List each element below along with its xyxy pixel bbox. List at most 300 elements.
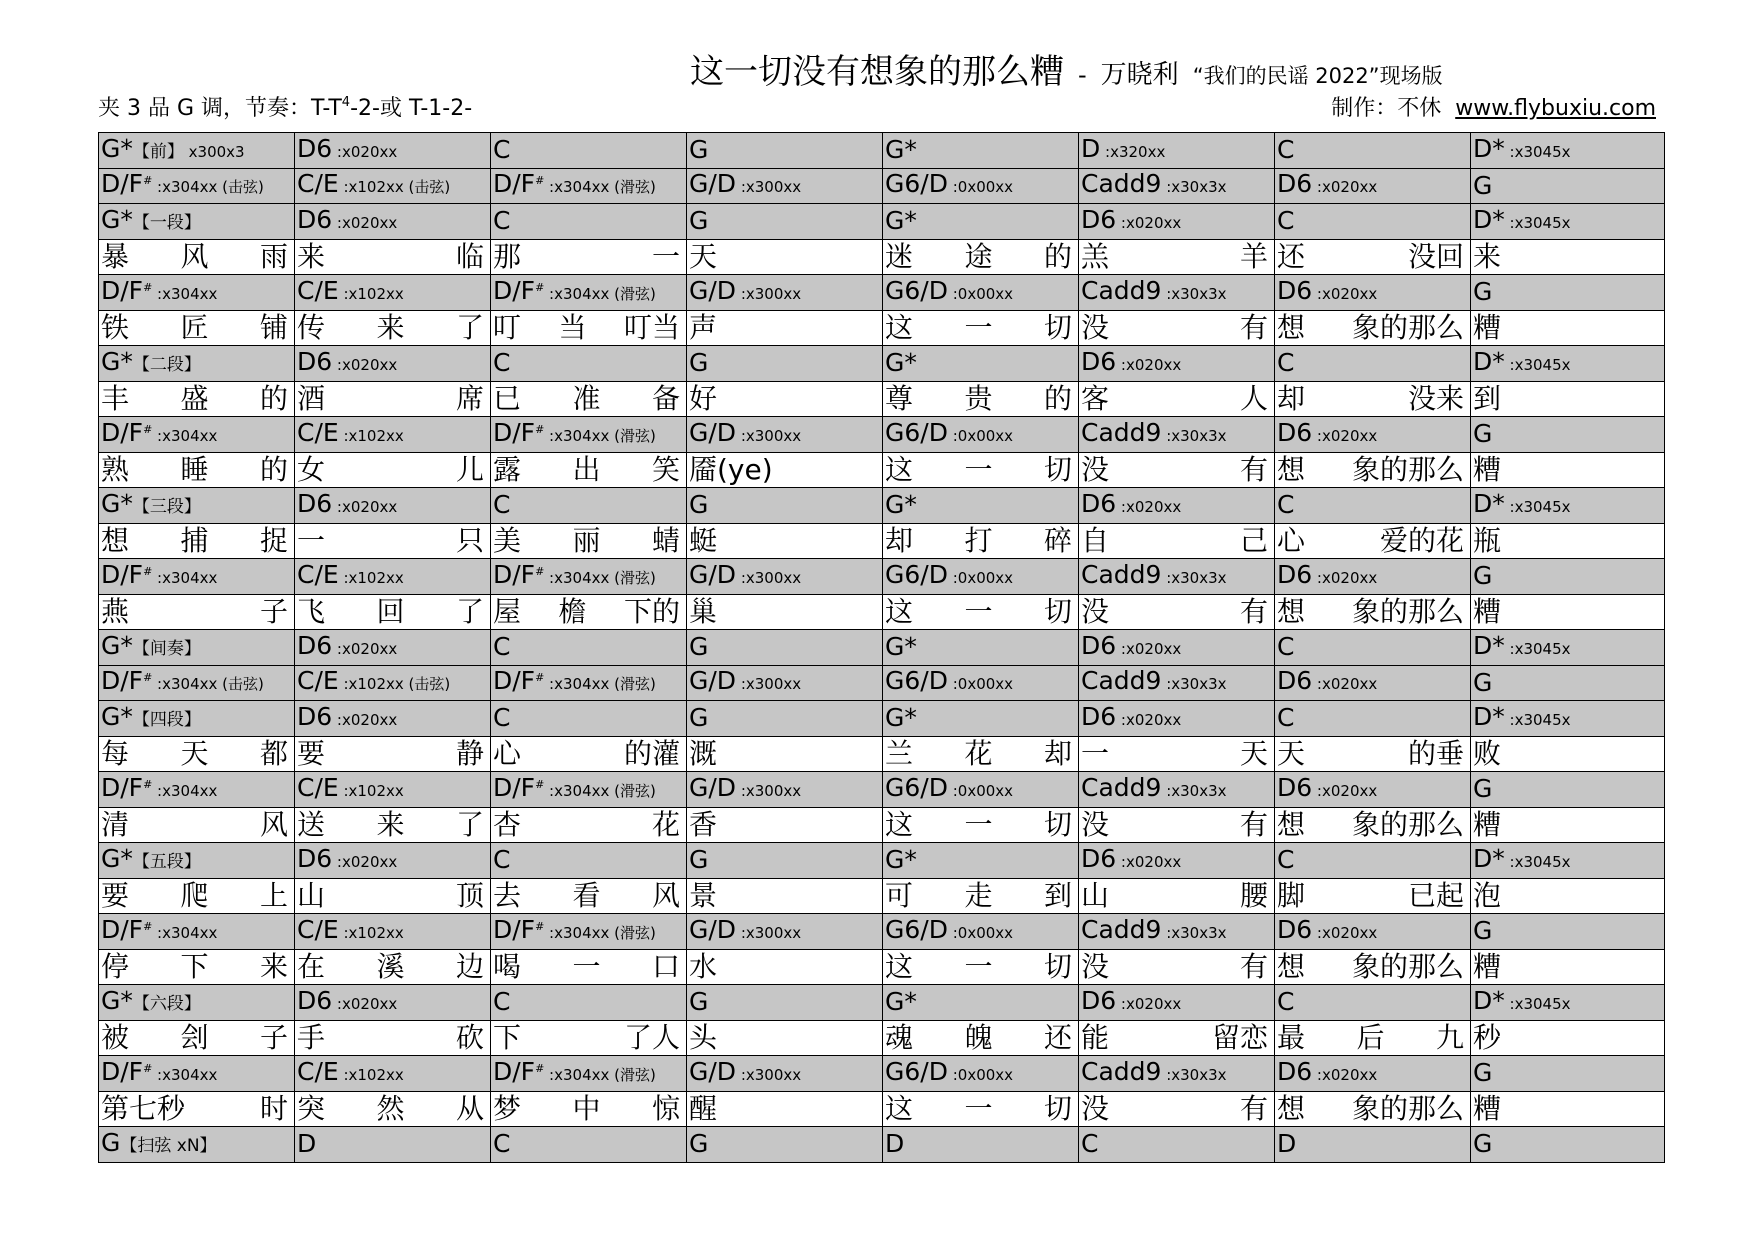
lyric-cell (99, 381, 295, 417)
artist-name: 万晓利 (1100, 60, 1179, 90)
lyric-syllables (297, 524, 490, 558)
chord-shape: :x3045x (1504, 497, 1571, 516)
lyric-syllable: 有 (1239, 807, 1268, 841)
lyric-row (99, 523, 1665, 559)
chord-shape: :x304xx (滑弦) (544, 568, 656, 587)
chord-name: D* (1473, 346, 1505, 376)
chord-cell (1275, 346, 1471, 382)
lyric-syllables (885, 737, 1078, 771)
lyric-syllable: 去 (493, 878, 522, 912)
lyric-syllable: 的 (259, 381, 288, 415)
chord-name: C (493, 1129, 511, 1159)
lyric-syllables (101, 737, 294, 771)
chord-shape: :x304xx (152, 781, 218, 800)
chord-cell (883, 1127, 1079, 1163)
chord-shape: :x304xx (滑弦) (544, 284, 656, 303)
chord-name: G (689, 490, 709, 520)
chord-cell (1471, 488, 1665, 524)
lyric-syllable: 停 (101, 949, 130, 983)
lyric-cell (1275, 878, 1471, 914)
chord-name: D* (1473, 204, 1505, 234)
chord-cell (491, 275, 687, 311)
chord-name: D6 (297, 630, 333, 660)
lyric-cell (883, 239, 1079, 275)
chord-shape: :x020xx (1116, 994, 1182, 1013)
lyric-cell (883, 594, 1079, 630)
chord-cell (99, 772, 295, 808)
chord-shape: :x020xx (332, 355, 398, 374)
lyric-syllables (885, 311, 1078, 345)
lyric-syllables (297, 240, 490, 274)
lyric-syllable: 了 (455, 807, 484, 841)
lyric-syllables (1473, 453, 1664, 487)
chord-cell (491, 630, 687, 666)
lyric-syllable: 回 (376, 594, 405, 628)
lyric-syllable: 当 (558, 310, 587, 344)
chord-name: C/E (297, 772, 339, 802)
lyric-syllable: 丽 (572, 523, 601, 557)
chord-name: D* (1473, 985, 1505, 1015)
chord-cell (1471, 204, 1665, 240)
chord-row (99, 985, 1665, 1021)
chord-cell (1079, 275, 1275, 311)
chord-cell (1079, 204, 1275, 240)
lyric-syllables (101, 1092, 294, 1126)
lyric-syllables (1473, 737, 1664, 771)
chord-name: G (1473, 916, 1493, 946)
chord-name: D6 (1277, 559, 1313, 589)
lyric-cell (1275, 1020, 1471, 1056)
lyric-syllable: 切 (1043, 594, 1072, 628)
chord-cell (1275, 1127, 1471, 1163)
lyric-syllable: 一 (964, 452, 993, 486)
chord-cell (687, 417, 883, 453)
chord-shape: :0x00xx (947, 284, 1014, 303)
lyric-cell (883, 452, 1079, 488)
chord-cell (1471, 346, 1665, 382)
chord-name: G6/D (885, 559, 948, 589)
lyric-syllable: 象的那么 (1351, 807, 1464, 841)
lyric-cell (99, 594, 295, 630)
chord-row (99, 168, 1665, 204)
chord-shape: :x304xx (击弦) (152, 675, 264, 694)
section-marker: 【三段】 (132, 496, 201, 517)
chord-name: D/F (493, 169, 536, 199)
lyric-syllable: 刽 (180, 1020, 209, 1054)
lyric-syllables (297, 311, 490, 345)
chord-cell (491, 168, 687, 204)
sharp-mark (535, 919, 545, 942)
lyric-syllable: 静 (455, 736, 484, 770)
chord-shape: :x020xx (332, 213, 398, 232)
chord-row (99, 133, 1665, 169)
chord-shape: :x020xx (1312, 178, 1378, 197)
lyric-syllable: 花 (964, 736, 993, 770)
lyric-cell (1471, 949, 1665, 985)
chord-name: Cadd9 (1081, 772, 1162, 802)
chord-name: D6 (1277, 914, 1313, 944)
lyric-syllable: 瓶 (1473, 523, 1502, 557)
lyric-cell (295, 807, 491, 843)
sharp-mark (143, 422, 153, 445)
chord-shape: :x304xx (滑弦) (544, 675, 656, 694)
chord-name: D/F (101, 772, 144, 802)
lyric-syllable: 从 (455, 1091, 484, 1125)
lyric-syllable: 到 (1043, 878, 1072, 912)
lyric-syllable: 想 (1277, 594, 1306, 628)
lyric-syllables (1081, 524, 1274, 558)
chord-cell (295, 488, 491, 524)
chord-name: G6/D (885, 666, 948, 696)
chord-cell (883, 168, 1079, 204)
lyric-syllables (1081, 808, 1274, 842)
lyric-syllable: 风 (180, 239, 209, 273)
chord-name: C (493, 987, 511, 1017)
lyric-cell (883, 523, 1079, 559)
chord-cell (1471, 665, 1665, 701)
chord-name: G/D (689, 559, 737, 589)
chord-cell (1079, 665, 1275, 701)
lyric-cell (295, 1091, 491, 1127)
chord-shape: :x020xx (1312, 781, 1378, 800)
lyric-syllables (689, 524, 882, 558)
chord-shape: x300x3 (183, 142, 245, 161)
lyric-syllable: 这 (885, 452, 914, 486)
lyric-syllable: 顶 (455, 878, 484, 912)
lyric-syllable: 可 (885, 878, 914, 912)
lyric-syllable: 有 (1239, 594, 1268, 628)
version-note: “我们的民谣 2022”现场版 (1192, 64, 1443, 88)
lyric-syllable: 贵 (964, 381, 993, 415)
lyric-cell (1471, 736, 1665, 772)
lyric-syllables (101, 382, 294, 416)
chord-name: G* (101, 985, 133, 1015)
chord-cell (491, 204, 687, 240)
lyric-cell (99, 452, 295, 488)
chord-name: Cadd9 (1081, 666, 1162, 696)
chord-shape: :x3045x (1504, 710, 1571, 729)
chord-cell (687, 346, 883, 382)
lyric-cell (687, 381, 883, 417)
chord-name: C (1277, 135, 1295, 165)
chord-row (99, 665, 1665, 701)
lyric-cell (687, 949, 883, 985)
chord-cell (491, 1127, 687, 1163)
lyric-syllable: 一 (964, 1091, 993, 1125)
chord-name: G6/D (885, 1056, 948, 1086)
section-marker: 【四段】 (132, 709, 201, 730)
chord-name: D6 (297, 346, 333, 376)
chord-name: D6 (1081, 488, 1117, 518)
lyric-syllable: 的垂 (1407, 736, 1464, 770)
lyric-syllable: 杏 (493, 807, 522, 841)
chord-name: G* (101, 133, 133, 163)
chord-cell (687, 985, 883, 1021)
lyric-syllables (297, 453, 490, 487)
lyric-syllable: 没 (1081, 807, 1110, 841)
lyric-syllable: 想 (101, 523, 130, 557)
lyric-syllable: 象的那么 (1351, 310, 1464, 344)
chord-name: D/F (493, 1056, 536, 1086)
chord-shape: :x300xx (736, 426, 802, 445)
chord-name: C/E (297, 169, 339, 199)
lyric-cell (1275, 594, 1471, 630)
lyric-cell (687, 736, 883, 772)
chord-name: G/D (689, 914, 737, 944)
chord-cell (883, 417, 1079, 453)
chord-name: D6 (297, 204, 333, 234)
lyric-syllable: 切 (1043, 310, 1072, 344)
chord-shape: :x300xx (736, 923, 802, 942)
chord-cell (1471, 914, 1665, 950)
chord-cell (491, 1056, 687, 1092)
chord-cell (883, 488, 1079, 524)
lyric-syllable: 时 (259, 1091, 288, 1125)
chord-name: G* (101, 204, 133, 234)
lyric-syllables (1081, 737, 1274, 771)
lyric-syllables (885, 524, 1078, 558)
lyric-cell (883, 878, 1079, 914)
lyric-syllable: 的 (259, 452, 288, 486)
chord-name: C (493, 348, 511, 378)
lyric-syllable: 兰 (885, 736, 914, 770)
chord-shape: :x304xx (152, 568, 218, 587)
lyric-cell (883, 381, 1079, 417)
lyric-syllable: 泡 (1473, 878, 1502, 912)
chord-name: D* (1473, 133, 1505, 163)
title-separator: - (1078, 61, 1087, 89)
chord-cell (295, 665, 491, 701)
chord-cell (1275, 701, 1471, 737)
sharp-symbol: # (535, 919, 545, 933)
chord-cell (491, 346, 687, 382)
lyric-cell (1471, 310, 1665, 346)
section-marker: 【六段】 (132, 993, 201, 1014)
lyric-syllables (297, 950, 490, 984)
lyric-cell (1471, 807, 1665, 843)
lyric-syllables (1277, 808, 1470, 842)
chord-cell (491, 665, 687, 701)
lyric-row (99, 878, 1665, 914)
chord-shape: :0x00xx (947, 675, 1014, 694)
lyric-syllables (101, 524, 294, 558)
lyric-syllables (297, 879, 490, 913)
lyric-syllable: 睡 (180, 452, 209, 486)
song-title: 这一切没有想象的那么糟 (690, 52, 1064, 92)
chord-cell (295, 985, 491, 1021)
lyric-cell (1079, 736, 1275, 772)
lyric-row (99, 949, 1665, 985)
chord-name: C (493, 632, 511, 662)
chord-name: G (1473, 419, 1493, 449)
lyric-syllable: 糟 (1473, 1091, 1502, 1125)
lyric-syllables (493, 453, 686, 487)
chord-name: D (1277, 1129, 1297, 1159)
lyric-syllables (1081, 453, 1274, 487)
lyric-cell (99, 310, 295, 346)
chord-shape: :x30x3x (1161, 568, 1227, 587)
chord-cell (687, 843, 883, 879)
section-marker: 【前】 (132, 141, 184, 162)
chord-name: D/F (101, 559, 144, 589)
chord-cell (1079, 168, 1275, 204)
chord-name: G (101, 1127, 121, 1157)
lyric-syllable: 突 (297, 1091, 326, 1125)
chord-name: D/F (493, 559, 536, 589)
chord-name: D/F (101, 914, 144, 944)
lyric-syllable: 送 (297, 807, 326, 841)
lyric-cell (687, 878, 883, 914)
lyric-syllable: 己 (1239, 523, 1268, 557)
chord-cell (883, 843, 1079, 879)
chord-name: G6/D (885, 169, 948, 199)
chord-name: D6 (297, 701, 333, 731)
chord-name: G* (885, 703, 917, 733)
lyric-cell (1275, 310, 1471, 346)
chord-name: C (493, 135, 511, 165)
chord-shape: :x30x3x (1161, 1065, 1227, 1084)
lyric-cell (295, 594, 491, 630)
section-marker: 【一段】 (132, 212, 201, 233)
lyric-cell (1275, 949, 1471, 985)
lyric-syllable: 中 (572, 1091, 601, 1125)
lyric-syllables (689, 950, 882, 984)
chord-cell (883, 1056, 1079, 1092)
lyric-cell (1079, 1020, 1275, 1056)
lyric-syllables (493, 524, 686, 558)
lyric-syllable: 在 (297, 949, 326, 983)
lyric-syllable: 糟 (1473, 310, 1502, 344)
lyric-syllable: 羊 (1239, 239, 1268, 273)
chord-cell (883, 630, 1079, 666)
sharp-symbol: # (535, 1061, 545, 1075)
chord-shape: :x3045x (1504, 994, 1571, 1013)
lyric-syllable: 女 (297, 452, 326, 486)
lyric-cell (1275, 1091, 1471, 1127)
chord-row (99, 204, 1665, 240)
chord-cell (1275, 630, 1471, 666)
chord-cell (1471, 701, 1665, 737)
lyric-syllables (1277, 524, 1470, 558)
lyric-syllable: 溉 (689, 736, 718, 770)
chord-name: D6 (1277, 666, 1313, 696)
lyric-row (99, 381, 1665, 417)
chord-cell (1471, 168, 1665, 204)
chord-cell (295, 630, 491, 666)
lyric-syllable: 天 (1239, 736, 1268, 770)
chord-name: D6 (1277, 772, 1313, 802)
lyric-syllables (885, 240, 1078, 274)
lyric-syllables (493, 1092, 686, 1126)
lyric-syllables (1081, 311, 1274, 345)
lyric-cell (1079, 878, 1275, 914)
lyric-syllable: 屋 (493, 594, 522, 628)
chord-name: D* (1473, 701, 1505, 731)
lyric-syllables (885, 808, 1078, 842)
lyric-syllable: 客 (1081, 381, 1110, 415)
lyric-syllable: 秒 (1473, 1020, 1502, 1054)
chord-cell (1275, 488, 1471, 524)
chord-shape: :x020xx (1116, 852, 1182, 871)
chord-name: G (1473, 561, 1493, 591)
chord-cell (295, 133, 491, 169)
chord-cell (1275, 417, 1471, 453)
lyric-syllable: 一 (964, 310, 993, 344)
lyric-syllable: 自 (1081, 523, 1110, 557)
lyric-syllable: 九 (1435, 1020, 1464, 1054)
lyric-syllable: 却 (1277, 381, 1306, 415)
lyric-cell (1471, 878, 1665, 914)
chord-name: D6 (1081, 843, 1117, 873)
chord-shape: :x30x3x (1161, 284, 1227, 303)
lyric-syllable: 风 (259, 807, 288, 841)
lyric-cell (687, 452, 883, 488)
lyric-syllables (297, 1021, 490, 1055)
lyric-row (99, 594, 1665, 630)
lyric-syllables (493, 382, 686, 416)
chord-name: D6 (1277, 417, 1313, 447)
chord-shape: :x020xx (1312, 1065, 1378, 1084)
lyric-cell (1275, 239, 1471, 275)
lyric-syllables (101, 595, 294, 629)
lyric-syllable: 魄 (964, 1020, 993, 1054)
chord-name: Cadd9 (1081, 275, 1162, 305)
lyric-syllable: 天 (180, 736, 209, 770)
chord-cell (295, 772, 491, 808)
chord-name: C (1277, 703, 1295, 733)
chord-name: G* (101, 701, 133, 731)
lyric-syllable: 下的 (623, 594, 680, 628)
chord-cell (1275, 168, 1471, 204)
chord-name: D6 (297, 133, 333, 163)
chord-name: G* (885, 206, 917, 236)
chord-shape: :x102xx (338, 426, 404, 445)
chord-shape: :x30x3x (1161, 426, 1227, 445)
chord-name: C/E (297, 275, 339, 305)
website-link[interactable]: www.flybuxiu.com (1455, 96, 1656, 121)
chord-name: C (1277, 348, 1295, 378)
lyric-syllable: 切 (1043, 949, 1072, 983)
chord-name: G (689, 348, 709, 378)
chord-row (99, 1127, 1665, 1163)
chord-name: G/D (689, 1056, 737, 1086)
lyric-syllable: 天 (1277, 736, 1306, 770)
lyric-syllables (885, 1021, 1078, 1055)
chord-name: G* (101, 630, 133, 660)
lyric-syllable: 切 (1043, 1091, 1072, 1125)
lyric-cell (99, 949, 295, 985)
lyric-syllables (1277, 311, 1470, 345)
lyric-syllables (689, 382, 882, 416)
lyric-row (99, 310, 1665, 346)
lyric-cell (1471, 452, 1665, 488)
chord-cell (99, 133, 295, 169)
lyric-cell (295, 381, 491, 417)
lyric-syllables (297, 808, 490, 842)
chord-cell (687, 168, 883, 204)
lyric-syllable: 上 (259, 878, 288, 912)
lyric-cell (1471, 239, 1665, 275)
sharp-symbol: # (535, 174, 545, 188)
lyric-cell (295, 949, 491, 985)
lyric-syllable: 景 (689, 878, 718, 912)
chord-shape: :x300xx (736, 284, 802, 303)
sharp-symbol: # (535, 777, 545, 791)
lyric-syllable: 每 (101, 736, 130, 770)
lyric-syllable: 飞 (297, 594, 326, 628)
lyric-syllables (1473, 1092, 1664, 1126)
chord-shape: :x304xx (滑弦) (544, 781, 656, 800)
